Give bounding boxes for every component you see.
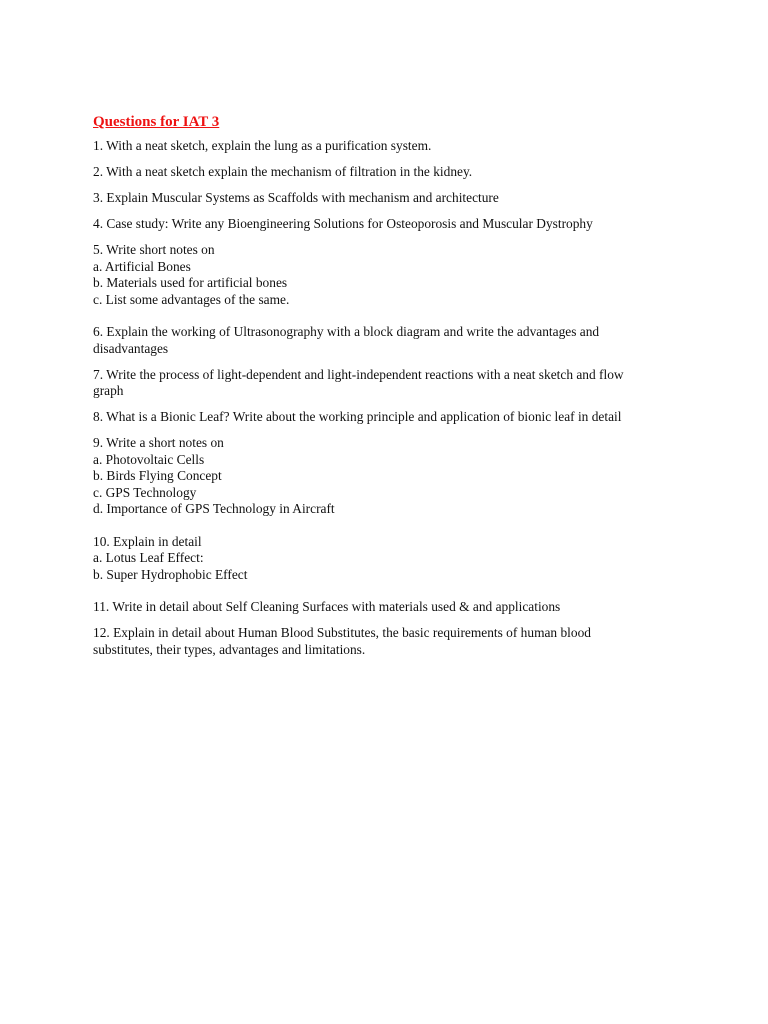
question-8: [93, 409, 683, 426]
sub-item: b. Super Hydrophobic Effect: [93, 566, 248, 582]
question-7: [93, 367, 683, 400]
question-line: 7. Write the process of light-dependent and light-independent reactions with a neat sketch and flow: [93, 366, 624, 382]
question-line: 5. Write short notes on: [93, 242, 215, 257]
question-12: [93, 625, 683, 658]
question-3: [93, 190, 683, 207]
sub-item: c. GPS Technology: [93, 484, 197, 500]
question-line: graph: [93, 383, 124, 398]
question-line: 9. Write a short notes on: [93, 435, 224, 450]
question-line: 12. Explain in detail about Human Blood Substitutes, the basic requirements of human blood: [93, 625, 591, 640]
question-11: [93, 599, 683, 616]
question-line: 4. Case study: Write any Bioengineering Solutions for Osteoporosis and Muscular Dystrophy: [93, 216, 593, 231]
question-line: 3. Explain Muscular Systems as Scaffolds with mechanism and architecture: [93, 190, 499, 205]
question-line: disadvantages: [93, 340, 169, 356]
question-2: [93, 164, 683, 181]
question-line: 1. With a neat sketch, explain the lung as a purification system.: [93, 138, 432, 153]
sub-item: b. Materials used for artificial bones: [93, 275, 288, 290]
question-line: 8. What is a Bionic Leaf? Write about the working principle and application of bionic leaf in detail: [93, 409, 622, 424]
sub-item: a. Photovoltaic Cells: [93, 451, 205, 467]
question-5: [93, 242, 683, 308]
question-9: [93, 435, 683, 518]
question-1: [93, 138, 683, 155]
page-title: Questions for IAT 3: [93, 114, 220, 130]
sub-item: d. Importance of GPS Technology in Aircraft: [93, 501, 335, 516]
question-line: 10. Explain in detail: [93, 533, 202, 549]
question-line: 11. Write in detail about Self Cleaning Surfaces with materials used & and applications: [93, 599, 561, 614]
question-line: 2. With a neat sketch explain the mechanism of filtration in the kidney.: [93, 164, 473, 179]
question-4: [93, 216, 683, 233]
question-line: 6. Explain the working of Ultrasonography with a block diagram and write the advantages and: [93, 324, 600, 339]
sub-item: a. Lotus Leaf Effect:: [93, 550, 204, 565]
sub-item: b. Birds Flying Concept: [93, 468, 222, 483]
question-10: [93, 534, 683, 584]
question-6: [93, 324, 683, 357]
question-line: substitutes, their types, advantages and limitations.: [93, 641, 366, 657]
question-sheet: [93, 113, 683, 668]
sub-item: c. List some advantages of the same.: [93, 291, 290, 307]
sub-item: a. Artificial Bones: [93, 258, 191, 274]
